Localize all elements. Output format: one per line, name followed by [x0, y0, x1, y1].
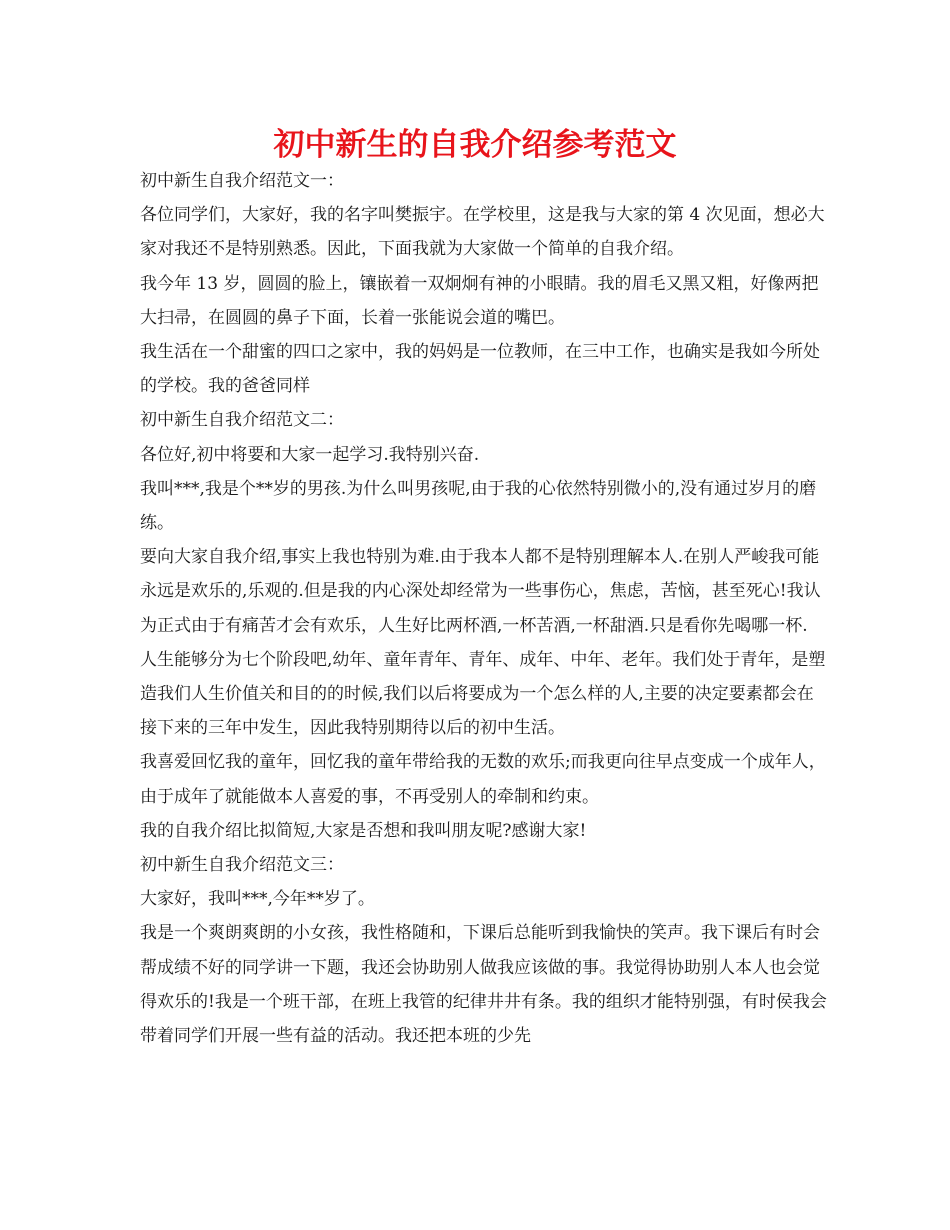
paragraph: 我的自我介绍比拟简短,大家是否想和我叫朋友呢?感谢大家!: [140, 820, 587, 841]
paragraph: 初中新生自我介绍范文二：: [140, 410, 344, 431]
paragraph: 要向大家自我介绍,事实上我也特别为难.由于我本人都不是特别理解本人.在别人严峻我可能永远是欢乐的,乐观的.但是我的内心深处却经常为一些事伤心，焦虑，苦恼，甚至死心!我认为正式由于有痛苦才会有欢乐，人生好比两杯酒,一杯苦酒,一杯甜酒.只是看你先喝哪一杯.: [140, 547, 821, 636]
paragraph: 我叫***,我是个**岁的男孩.为什么叫男孩呢,由于我的心依然特别微小的,没有通过岁月的磨练。: [140, 478, 817, 534]
document-body: [140, 164, 830, 1053]
paragraph: 我今年 13 岁，圆圆的脸上，镶嵌着一双炯炯有神的小眼睛。我的眉毛又黑又粗，好像两把大扫帚，在圆圆的鼻子下面，长着一张能说会道的嘴巴。: [140, 273, 819, 328]
paragraph: 各位同学们，大家好，我的名字叫樊振宇。在学校里，这是我与大家的第 4 次见面，想必大家对我还不是特别熟悉。因此，下面我就为大家做一个简单的自我介绍。: [140, 205, 825, 260]
paragraph: 初中新生自我介绍范文三：: [140, 855, 344, 876]
paragraph: 大家好，我叫***,今年**岁了。: [140, 889, 375, 910]
paragraph: 人生能够分为七个阶段吧,幼年、童年青年、青年、成年、中年、老年。我们处于青年，是塑造我们人生价值关和目的的时候,我们以后将要成为一个怎么样的人,主要的决定要素都会在接下来的三年中发生，因此我特别期待以后的初中生活。: [140, 649, 826, 739]
paragraph: 我喜爱回忆我的童年，回忆我的童年带给我的无数的欢乐;而我更向往早点变成一个成年人，由于成年了就能做本人喜爱的事，不再受别人的牵制和约束。: [140, 752, 826, 807]
paragraph: 我生活在一个甜蜜的四口之家中，我的妈妈是一位教师，在三中工作，也确实是我如今所处的学校。我的爸爸同样: [140, 342, 820, 397]
paragraph: 我是一个爽朗爽朗的小女孩，我性格随和，下课后总能听到我愉快的笑声。我下课后有时会帮成绩不好的同学讲一下题，我还会协助别人做我应该做的事。我觉得协助别人本人也会觉得欢乐的!我是一个班干部，在班上我管的纪律井井有条。我的组织才能特别强，有时侯我会带着同学们开展一些有益的活动。我还把本班的少先: [140, 923, 827, 1047]
document-title: 初中新生的自我介绍参考范文: [273, 127, 677, 163]
paragraph: 初中新生自我介绍范文一：: [140, 171, 344, 191]
paragraph: 各位好,初中将要和大家一起学习.我特别兴奋.: [140, 444, 480, 465]
